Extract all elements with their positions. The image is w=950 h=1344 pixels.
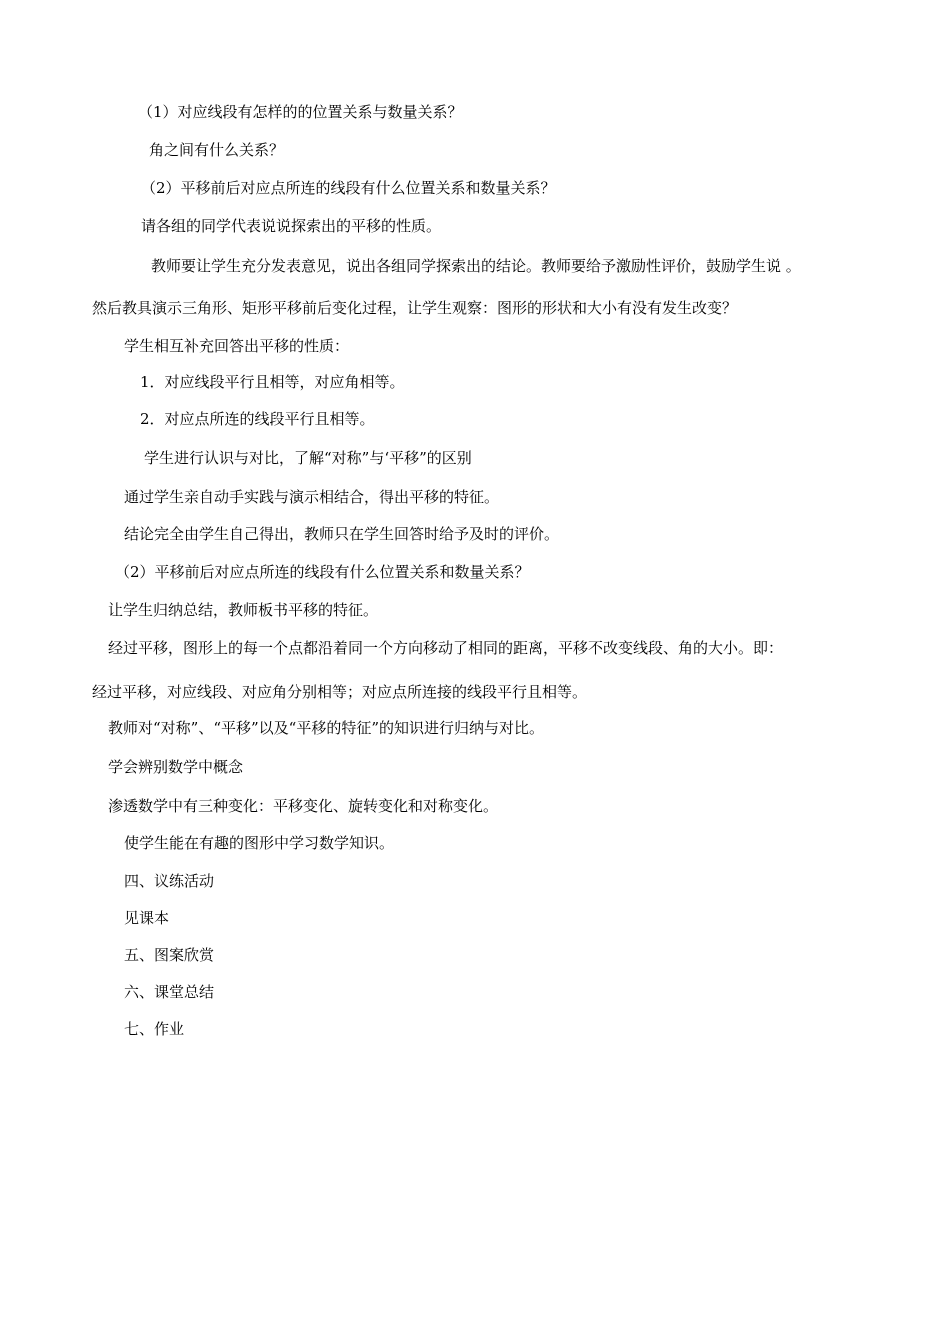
group-report-line: 请各组的同学代表说说探索出的平移的性质。	[141, 217, 442, 235]
question-2-repeat-line: （2）平移前后对应点所连的线段有什么位置关系和数量关系？	[115, 563, 530, 581]
summarize-line: 让学生归纳总结，教师板书平移的特征。	[108, 601, 379, 619]
translation-def-line: 经过平移，图形上的每一个点都沿着同一个方向移动了相同的距离，平移不改变线段、角的大小。即：	[108, 639, 784, 657]
angle-question-line: 角之间有什么关系？	[149, 141, 285, 159]
section-5-heading: 五、图案欣赏	[124, 946, 215, 964]
section-6-heading: 六、课堂总结	[124, 983, 215, 1001]
teacher-summary-line: 教师对“对称”、“平移”以及“平移的特征”的知识进行归纳与对比。	[108, 719, 545, 737]
compare-line: 学生进行认识与对比，了解“对称”与‘平移”的区别	[144, 449, 472, 467]
interesting-shapes-line: 使学生能在有趣的图形中学习数学知识。	[124, 834, 395, 852]
translation-result-line: 经过平移，对应线段、对应角分别相等；对应点所连接的线段平行且相等。	[92, 683, 588, 701]
teacher-encourage-line: 教师要让学生充分发表意见，说出各组同学探索出的结论。教师要给予激励性评价，鼓励学生说 。	[151, 257, 801, 275]
see-textbook-line: 见课本	[124, 909, 170, 927]
three-changes-line: 渗透数学中有三种变化：平移变化、旋转变化和对称变化。	[108, 797, 499, 815]
section-4-heading: 四、议练活动	[124, 872, 215, 890]
demo-observe-line: 然后教具演示三角形、矩形平移前后变化过程，让学生观察：图形的形状和大小有没有发生改变？	[92, 299, 738, 317]
property-1-line: 1．对应线段平行且相等，对应角相等。	[140, 373, 405, 391]
hands-on-line: 通过学生亲自动手实践与演示相结合，得出平移的特征。	[124, 488, 500, 506]
conclusion-line: 结论完全由学生自己得出，教师只在学生回答时给予及时的评价。	[124, 525, 560, 543]
students-supplement-line: 学生相互补充回答出平移的性质：	[124, 337, 350, 355]
concept-line: 学会辨别数学中概念	[108, 758, 244, 776]
question-1-line: （1）对应线段有怎样的的位置关系与数量关系？	[138, 103, 463, 121]
section-7-heading: 七、作业	[124, 1020, 185, 1038]
question-2-line: （2）平移前后对应点所连的线段有什么位置关系和数量关系？	[141, 179, 556, 197]
property-2-line: 2．对应点所连的线段平行且相等。	[140, 410, 375, 428]
